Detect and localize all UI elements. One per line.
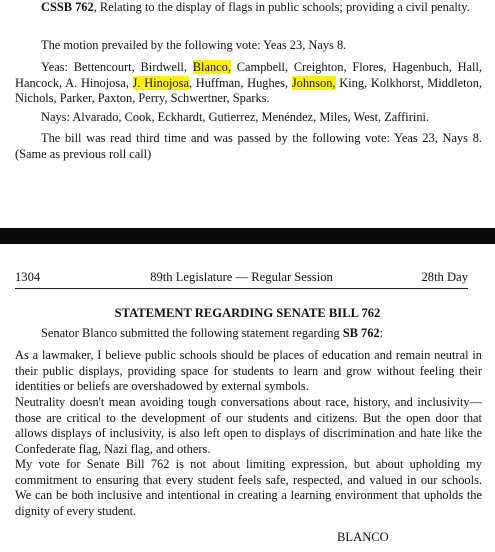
page-break-band <box>0 228 495 244</box>
nays-paragraph: Nays: Alvarado, Cook, Eckhardt, Gutierrez, Menéndez, Miles, West, Zaffirini. <box>41 110 430 124</box>
bill-paragraph <box>15 0 482 16</box>
statement-intro <box>15 326 482 342</box>
page-number: 1304 <box>15 270 41 284</box>
yeas-paragraph <box>15 60 482 107</box>
day-label: 28th Day <box>421 270 468 284</box>
running-header <box>15 270 468 286</box>
highlight-johnson: Johnson, <box>291 75 336 90</box>
statement-paragraph: My vote for Senate Bill 762 is not about limiting expression, but about upholding my commitment to ensuring that every student feels safe, respected, and valued in our schools. We can be both inclusive and intentional in creating a learning environment that upholds the dignity of every student. <box>15 457 482 518</box>
yeas-text: King, Kolkhorst, Middleton, Nichols, Parker, Paxton, Perry, Schwertner, Sparks. <box>15 75 482 105</box>
intro-text: Senator Blanco submitted the following statement regarding <box>41 326 343 340</box>
signature: BLANCO <box>337 530 389 544</box>
motion-vote: The motion prevailed by the following vote: Yeas 23, Nays 8. <box>41 38 347 52</box>
third-reading-paragraph: The bill was read third time and was passed by the following vote: Yeas 23, Nays 8. (Same as previous roll call) <box>15 131 482 161</box>
yeas-text: , Huffman, Hughes, <box>188 75 292 90</box>
yeas-text: Yeas: Bettencourt, Birdwell, <box>41 60 193 74</box>
session-title: 89th Legislature — Regular Session <box>150 270 333 284</box>
bill-caption: , Relating to the display of flags in public schools; providing a civil penalty. <box>93 0 470 14</box>
bill-number: CSSB 762 <box>41 0 94 14</box>
yeas-text: Campbell, Creighton, Flores, Hagenbuch, Hall, Hancock, A. Hinojosa, <box>15 60 483 90</box>
header-rule <box>15 288 468 289</box>
intro-bill: SB 762 <box>342 326 380 340</box>
upper-page <box>0 0 495 228</box>
highlight-j-hinojosa: J. Hinojosa <box>132 75 189 90</box>
highlight-blanco: Blanco, <box>192 60 231 74</box>
lower-page <box>0 244 495 552</box>
statement-paragraph: Neutrality doesn't mean avoiding tough conversations about race, history, and inclusivity—those are critical to the development of our students and citizens. But the open door that allows displays of inclusivity, is also left open to displays of discrimination and hate like the Confederate flag, Nazi flag, and others. <box>15 395 482 456</box>
intro-end: : <box>379 326 384 340</box>
statement-paragraph: As a lawmaker, I believe public schools should be places of education and remain neutral in their public displays, providing space for students to learn and grow without feeling their identities or beliefs are overshadowed by external symbols. <box>15 348 482 393</box>
statement-title: STATEMENT REGARDING SENATE BILL 762 <box>114 306 381 320</box>
